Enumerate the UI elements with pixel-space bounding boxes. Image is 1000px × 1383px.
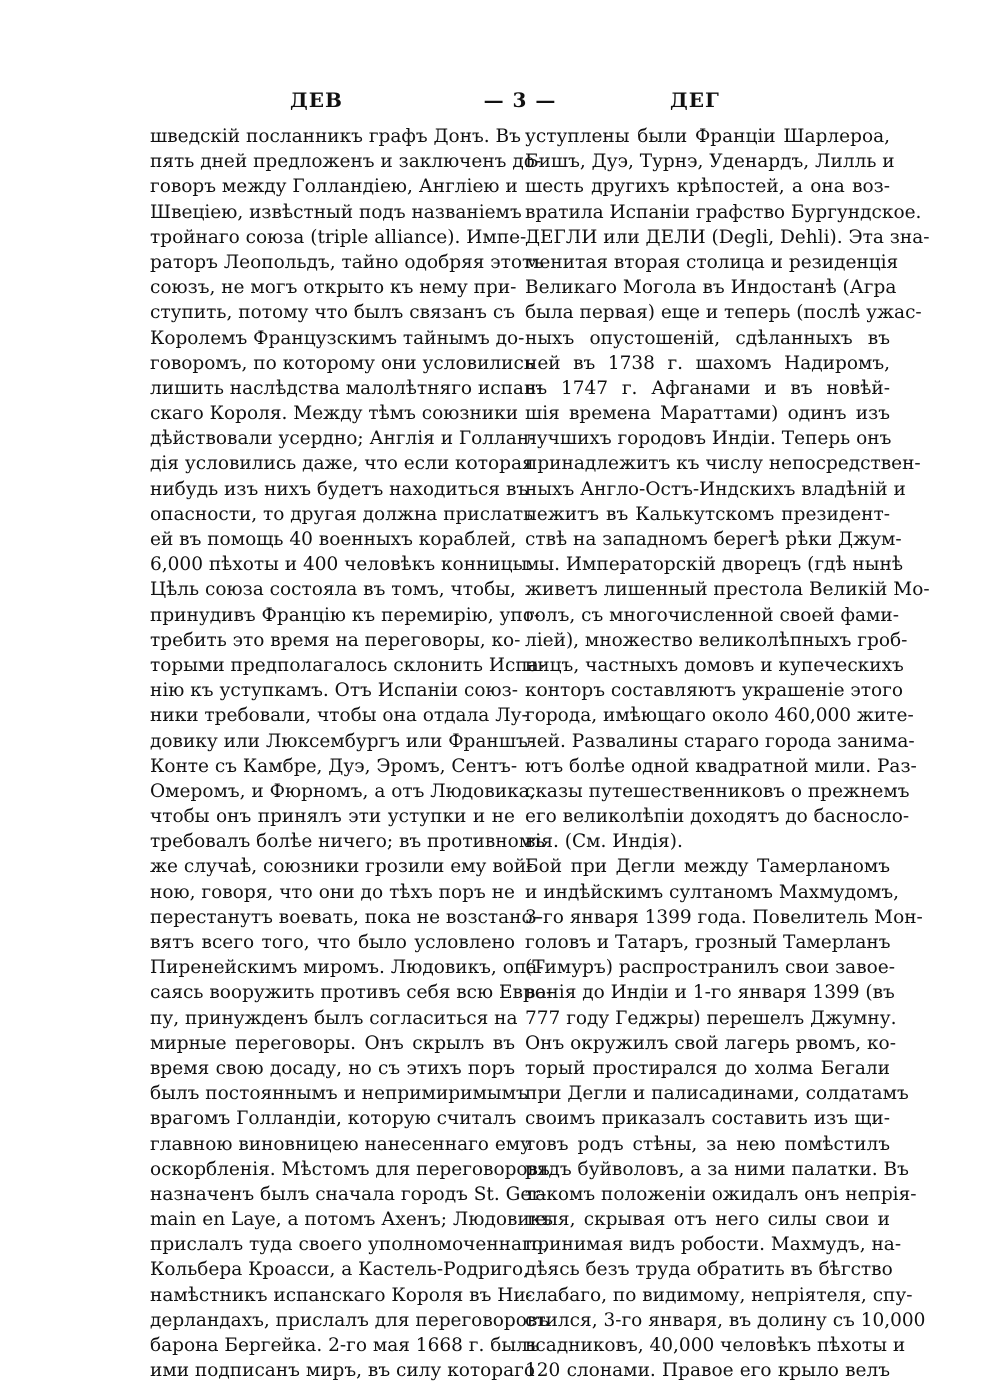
text-line: шесть другихъ крѣпостей, а она воз- (525, 176, 890, 198)
text-line: Омеромъ, и Фюрномъ, а отъ Людовика, (150, 780, 536, 802)
text-line: дія условились даже, что если которая (150, 453, 534, 475)
text-line: шведскій посланникъ графъ Донъ. Въ (150, 126, 521, 147)
text-line: требовалъ болѣе ничего; въ противномъ (150, 831, 545, 853)
text-line: лежитъ въ Калькутскомъ президент- (525, 503, 890, 525)
text-line: 120 слонами. Правое его крыло велъ (525, 1360, 890, 1382)
text-line: слабаго, по видимому, непріятеля, спу- (525, 1284, 913, 1306)
text-line: главною виновницею нанесеннаго ему (150, 1133, 532, 1155)
text-line: вятъ всего того, что было условлено (150, 932, 515, 953)
text-line: принимая видъ робости. Махмудъ, на- (525, 1234, 902, 1256)
text-line: перестанутъ воевать, пока не возстано- (150, 906, 539, 928)
text-line: Конте съ Камбре, Дуэ, Эромъ, Сентъ- (150, 755, 518, 777)
text-line: и индѣйскимъ султаномъ Махмудомъ, (525, 881, 900, 903)
text-line: (Тимуръ) распространилъ свои завое- (525, 957, 895, 979)
text-line: дерландахъ, прислалъ для переговоровъ (150, 1309, 550, 1331)
text-line: Кольбера Кроасси, а Кастель-Родриго, (150, 1259, 529, 1281)
text-line: голъ, съ многочисленной своей фами- (525, 604, 900, 626)
text-line: стился, 3-го января, въ долину съ 10,000 (525, 1309, 926, 1331)
text-line: лучшихъ городовъ Индіи. Теперь онъ (525, 428, 892, 450)
text-line: былъ постояннымъ и непримиримымъ (150, 1083, 528, 1105)
text-line: опасности, то другая должна прислать (150, 503, 534, 525)
running-head-right: ДЕГ (670, 88, 720, 112)
text-line: ною, говоря, что они до тѣхъ поръ не (150, 881, 515, 903)
text-line: ступить, потому что былъ связанъ съ (150, 302, 515, 324)
text-line: 3-го января 1399 года. Повелитель Мон- (525, 906, 923, 928)
text-line: шія времена Мараттами) одинъ изъ (525, 403, 890, 425)
text-line: союзъ, не могъ открыто къ нему при- (150, 277, 517, 299)
left-column (150, 124, 554, 1383)
right-column (525, 124, 930, 1383)
text-line: оскорбленія. Мѣстомъ для переговоровъ (150, 1158, 550, 1180)
text-line: Швеціею, извѣстный подъ названіемъ (150, 201, 522, 223)
text-line: 777 году Геджры) перешелъ Джумну. (525, 1007, 897, 1029)
text-line: торый простирался до холма Бегали (525, 1057, 890, 1079)
text-line: чтобы онъ принялъ эти уступки и не (150, 806, 515, 828)
text-line: теля, скрывая отъ него силы свои и (525, 1209, 890, 1231)
text-line: время свою досаду, но съ этихъ поръ (150, 1057, 515, 1079)
text-line: въ 1747 г. Афганами и въ новѣй- (525, 377, 890, 399)
text-line: сказы путешественниковъ о прежнемъ (525, 780, 910, 802)
text-line: нію къ уступкамъ. Отъ Испаніи союз- (150, 680, 518, 702)
text-line: Великаго Могола въ Индостанѣ (Агра (525, 277, 897, 299)
text-line: уступлены были Франціи Шарлероа, (525, 126, 890, 147)
text-line: говоромъ, по которому они условились (150, 352, 534, 374)
text-line: назначенъ былъ сначала городъ St. Ger- (150, 1183, 547, 1205)
text-line: ныхъ Англо-Остъ-Индскихъ владѣній и (525, 478, 906, 500)
text-line: живетъ лишенный престола Великій Мо- (525, 579, 930, 601)
text-line: своимъ приказалъ составить изъ щи- (525, 1108, 890, 1130)
text-line: лей. Развалины стараго города занима- (525, 730, 915, 752)
text-line: говоръ между Голландіею, Англіею и (150, 176, 518, 198)
text-line: мы. Императорскій дворецъ (гдѣ нынѣ (525, 554, 903, 576)
text-line: такомъ положеніи ожидалъ онъ непрія- (525, 1183, 917, 1205)
text-line: намѣстникъ испанскаго Короля въ Ни- (150, 1284, 532, 1306)
text-line: Бой при Дегли между Тамерланомъ (525, 856, 890, 878)
text-line: пять дней предложенъ и заключенъ до- (150, 151, 542, 173)
text-line: ванія до Индіи и 1-го января 1399 (въ (525, 982, 895, 1004)
text-line: 6,000 пѣхоты и 400 человѣкъ конницы. (150, 554, 534, 576)
text-line: ныхъ опустошеній, сдѣланныхъ въ (525, 327, 890, 349)
text-line: врагомъ Голландіи, которую считалъ (150, 1108, 517, 1130)
text-line: прислалъ туда своего уполномоченнаго, (150, 1234, 549, 1256)
text-line: всадниковъ, 40,000 человѣкъ пѣхоты и (525, 1335, 906, 1356)
running-head-left: ДЕВ (290, 88, 343, 112)
text-line: головъ и Татаръ, грозный Тамерланъ (525, 932, 891, 953)
text-line: рядъ буйволовъ, а за ними палатки. Въ (525, 1158, 909, 1180)
text-line: скаго Короля. Между тѣмъ союзники (150, 403, 519, 425)
text-line: же случаѣ, союзники грозили ему вой- (150, 856, 533, 878)
text-line: менитая вторая столица и резиденція (525, 251, 899, 273)
text-line: ими подписанъ миръ, въ силу котораго (150, 1360, 535, 1382)
text-line: main en Laye, а потомъ Ахенъ; Людовикъ (150, 1209, 554, 1231)
text-line: при Дегли и палисадинами, солдатамъ (525, 1083, 909, 1105)
text-line: раторъ Леопольдъ, тайно одобряя этотъ (150, 251, 545, 273)
text-line: дѣйствовали усердно; Англія и Голлан- (150, 428, 536, 450)
text-line: вратила Испаніи графство Бургундское. (525, 201, 922, 223)
text-line: ницъ, частныхъ домовъ и купеческихъ (525, 654, 904, 676)
text-line: товъ родъ стѣны, за нею помѣстилъ (525, 1133, 890, 1155)
text-line: нибудь изъ нихъ будетъ находиться въ (150, 478, 529, 500)
text-line: была первая) еще и теперь (послѣ ужас- (525, 302, 922, 324)
text-line: барона Бергейка. 2-го мая 1668 г. былъ (150, 1335, 540, 1356)
text-line: ей въ помощь 40 военныхъ кораблей, (150, 529, 517, 550)
text-line: пу, принужденъ былъ согласиться на (150, 1007, 518, 1029)
text-line: Пиренейскимъ миромъ. Людовикъ, опа- (150, 957, 544, 979)
text-line: города, имѣющаго около 460,000 жите- (525, 705, 914, 727)
text-line: принудивъ Францію къ перемирію, упо- (150, 604, 541, 626)
text-line: ники требовали, чтобы она отдала Лу- (150, 705, 528, 727)
text-line: Онъ окружилъ свой лагерь рвомъ, ко- (525, 1032, 896, 1054)
text-line: ліей), множество великолѣпныхъ гроб- (525, 629, 908, 651)
text-line: дѣясь безъ труда обратить въ бѣгство (525, 1259, 893, 1281)
text-line: тройнаго союза (triple alliance). Импе- (150, 226, 527, 248)
text-line: Цѣль союза состояла въ томъ, чтобы, (150, 579, 516, 601)
text-line: торыми предполагалось склонить Испа- (150, 654, 545, 676)
text-line: мирные переговоры. Онъ скрылъ въ (150, 1032, 515, 1054)
text-line: довику или Люксембургъ или Франшъ- (150, 730, 534, 752)
text-line: принадлежитъ къ числу непосредствен- (525, 453, 921, 475)
text-line: Королемъ Французскимъ тайнымъ до- (150, 327, 525, 349)
text-line: ДЕГЛИ или ДЕЛИ (Degli, Dehli). Эта зна- (525, 226, 930, 248)
page-number: — 3 — (483, 88, 557, 112)
text-line: Бишъ, Дуэ, Турнэ, Уденардъ, Лилль и (525, 151, 895, 173)
text-line: ютъ болѣе одной квадратной мили. Раз- (525, 755, 917, 777)
text-line: требить это время на переговоры, ко- (150, 629, 521, 651)
text-line: его великолѣпіи доходятъ до басносло- (525, 806, 910, 828)
text-line: ней въ 1738 г. шахомъ Надиромъ, (525, 352, 890, 374)
text-line: лишить наслѣдства малолѣтняго испан- (150, 377, 543, 399)
text-line: саясь вооружить противъ себя всю Евро- (150, 982, 553, 1004)
text-line: конторъ составляютъ украшеніе этого (525, 680, 903, 702)
text-line: вія. (См. Индія). (525, 831, 683, 853)
text-line: ствѣ на западномъ берегѣ рѣки Джум- (525, 529, 902, 550)
